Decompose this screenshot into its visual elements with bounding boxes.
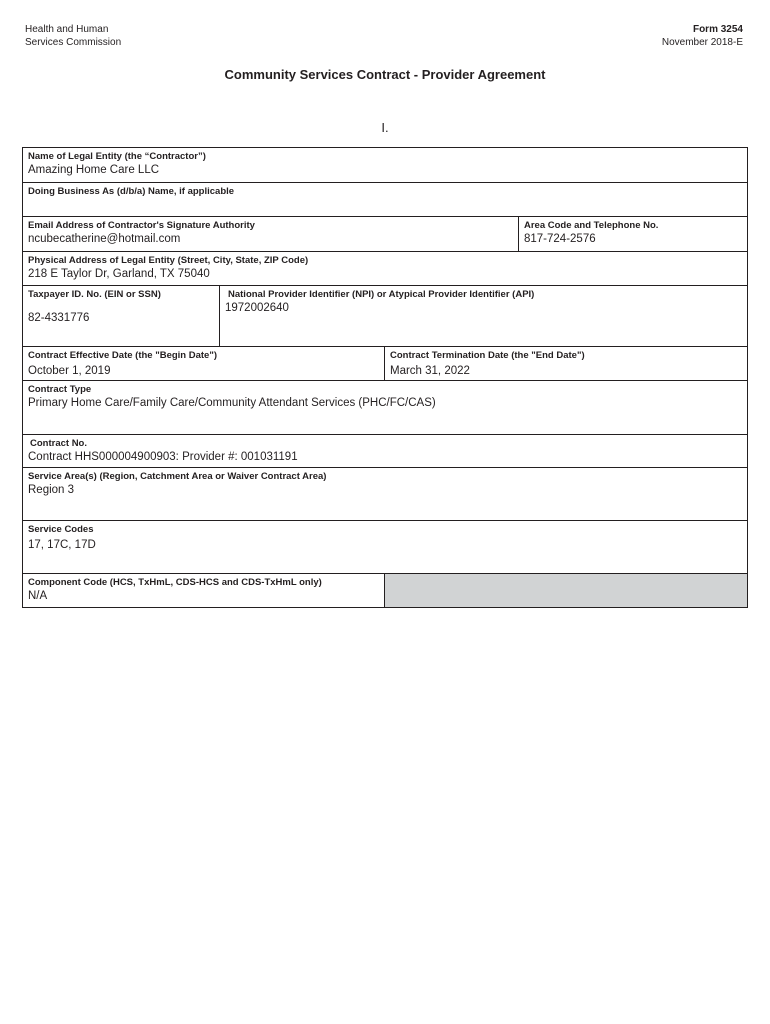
email-cell: [23, 217, 519, 252]
contract-no-field[interactable]: Contract HHS000004900903: Provider #: 001031191: [28, 451, 298, 463]
email-field[interactable]: ncubecatherine@hotmail.com: [28, 233, 181, 245]
row-dates: [23, 347, 748, 381]
agency-line-2: Services Commission: [25, 37, 122, 48]
taxpayer-field[interactable]: 82-4331776: [28, 312, 90, 324]
end-date-cell: [385, 347, 748, 381]
agency-name: [25, 23, 121, 49]
email-label: Email Address of Contractor's Signature Authority: [28, 220, 255, 231]
contract-no-cell: [23, 435, 748, 468]
row-component-code: [23, 574, 748, 608]
begin-date-field[interactable]: October 1, 2019: [28, 365, 111, 377]
end-date-label: Contract Termination Date (the "End Date"): [390, 350, 585, 361]
dba-label: Doing Business As (d/b/a) Name, if applicable: [28, 186, 235, 197]
shaded-blank-cell: [385, 574, 748, 608]
end-date-field[interactable]: March 31, 2022: [390, 365, 470, 377]
taxpayer-cell: [23, 286, 220, 347]
row-dba: [23, 183, 748, 217]
legal-entity-cell: [23, 148, 748, 183]
row-email-phone: [23, 217, 748, 252]
address-cell: [23, 252, 748, 286]
legal-entity-field[interactable]: Amazing Home Care LLC: [28, 164, 160, 176]
service-codes-label: Service Codes: [28, 524, 94, 535]
contract-type-cell: [23, 381, 748, 435]
form-date: November 2018-E: [661, 37, 743, 48]
provider-agreement-table: [22, 147, 748, 608]
form-number: Form 3254: [692, 24, 743, 35]
service-area-label: Service Area(s) (Region, Catchment Area or Waiver Contract Area): [28, 471, 327, 482]
address-field[interactable]: 218 E Taylor Dr, Garland, TX 75040: [28, 268, 210, 280]
address-label: Physical Address of Legal Entity (Street, City, State, ZIP Code): [28, 255, 309, 266]
agency-line-1: Health and Human: [25, 24, 109, 35]
contract-no-label: Contract No.: [30, 438, 87, 449]
phone-cell: [519, 217, 748, 252]
begin-date-cell: [23, 347, 385, 381]
row-legal-entity: [23, 148, 748, 183]
service-codes-field[interactable]: 17, 17C, 17D: [28, 539, 96, 551]
service-codes-cell: [23, 521, 748, 574]
row-address: [23, 252, 748, 286]
form-id: [662, 23, 743, 49]
npi-cell: [220, 286, 748, 347]
npi-label: National Provider Identifier (NPI) or Atypical Provider Identifier (API): [228, 289, 535, 300]
dba-cell: [23, 183, 748, 217]
row-service-area: [23, 468, 748, 521]
page-title: Community Services Contract - Provider Agreement: [224, 67, 546, 82]
component-code-field[interactable]: N/A: [28, 590, 48, 602]
row-taxpayer-npi: [23, 286, 748, 347]
row-service-codes: [23, 521, 748, 574]
component-code-label: Component Code (HCS, TxHmL, CDS-HCS and CDS-TxHmL only): [28, 577, 322, 588]
component-code-cell: [23, 574, 385, 608]
row-contract-no: [23, 435, 748, 468]
phone-label: Area Code and Telephone No.: [524, 220, 659, 231]
contract-type-field[interactable]: Primary Home Care/Family Care/Community Attendant Services (PHC/FC/CAS): [28, 397, 436, 409]
npi-field[interactable]: 1972002640: [225, 302, 289, 314]
contract-type-label: Contract Type: [28, 384, 92, 395]
section-number: I.: [381, 120, 389, 135]
begin-date-label: Contract Effective Date (the "Begin Date"): [28, 350, 218, 361]
service-area-field[interactable]: Region 3: [28, 484, 75, 496]
phone-field[interactable]: 817-724-2576: [524, 233, 596, 245]
row-contract-type: [23, 381, 748, 435]
legal-entity-label: Name of Legal Entity (the “Contractor”): [28, 151, 206, 162]
taxpayer-label: Taxpayer ID. No. (EIN or SSN): [28, 289, 161, 300]
service-area-cell: [23, 468, 748, 521]
